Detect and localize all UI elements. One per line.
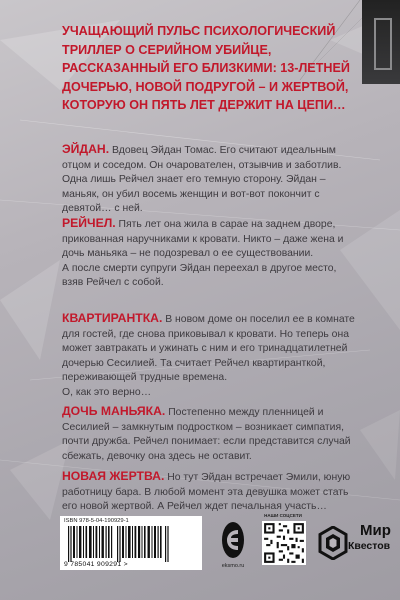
section-text: Вдовец Эйдан Томас. Его считают идеальным отцом и соседом. Он очарователен, отзывчив и заботлив. Одна лишь Рейчел знает его темную сторону. Эйдан – маньяк, он убил восемь женщин и вот-вот покончит с девятой… с ней.	[62, 145, 342, 215]
section-text: Пять лет она жила в сарае на заднем дворе, прикованная наручниками к кровати. Никто – даже жена и дочь маньяка – не подозревал о ее существовании.	[62, 219, 344, 260]
publisher-name-line2: Квестов	[348, 540, 391, 552]
section-lead: РЕЙЧЕЛ.	[62, 216, 116, 230]
publisher-logo	[318, 522, 391, 566]
qr-label: НАШИ СОЦСЕТИ	[264, 513, 302, 518]
publisher-emblem-icon	[318, 526, 348, 560]
publisher-name-line1: Мир	[360, 522, 391, 539]
section-text-continued: А после смерти супруги Эйдан переехал в другое место, взяв Рейчел с собой.	[62, 262, 337, 289]
qr-code-icon	[262, 521, 306, 565]
section-lead: ДОЧЬ МАНЬЯКА.	[62, 404, 166, 418]
eksmo-site: eksmo.ru	[221, 563, 245, 569]
section-tenant	[62, 311, 358, 401]
tagline: УЧАЩАЮЩИЙ ПУЛЬС ПСИХОЛОГИЧЕСКИЙ ТРИЛЛЕР О СЕРИЙНОМ УБИЙЦЕ, РАССКАЗАННЫЙ ЕГО БЛИЗКИМИ: 13-ЛЕТНЕЙ ДОЧЕРЬЮ, НОВОЙ ПОДРУГОЙ – И ЖЕРТВОЙ, КОТОРУЮ ОН ПЯТЬ ЛЕТ ДЕРЖИТ НА ЦЕПИ…	[62, 24, 350, 112]
dark-corner-decoration	[362, 0, 400, 84]
section-new-victim	[62, 469, 358, 515]
eksmo-logo-icon	[220, 520, 246, 560]
section-text: Постепенно между пленницей и Сесилией – замкнутым подростком – возникает симпатия, почти дружба. Рейчел понимает: если представится случай сбежать, девочку она здесь не оставит.	[62, 407, 351, 462]
section-text-continued: О, как это верно…	[62, 386, 152, 398]
section-rachel	[62, 216, 358, 291]
barcode-bars	[68, 526, 170, 562]
section-aidan	[62, 142, 358, 217]
section-daughter	[62, 404, 358, 464]
barcode-digits: 9 785041 909291 >	[64, 561, 128, 568]
section-text: В новом доме он поселил ее в комнате для гостей, где снова приковывал к кровати. Но теперь она может завтракать и ужинать с ним и его тринадцатилетней дочерью Сесилией. Та считает Рейчел квартиранткой, переживающей трудные времена.	[62, 314, 355, 384]
isbn-text: ISBN 978-5-04-190929-1	[64, 518, 129, 524]
section-text: Но тут Эйдан встречает Эмили, юную работницу бара. В любой момент эта девушка может стать его новой жертвой. А Рейчел ждет печальная участь…	[62, 472, 351, 513]
section-lead: КВАРТИРАНТКА.	[62, 311, 163, 325]
barcode	[60, 516, 202, 570]
section-lead: ЭЙДАН.	[62, 142, 110, 156]
section-lead: НОВАЯ ЖЕРТВА.	[62, 469, 165, 483]
